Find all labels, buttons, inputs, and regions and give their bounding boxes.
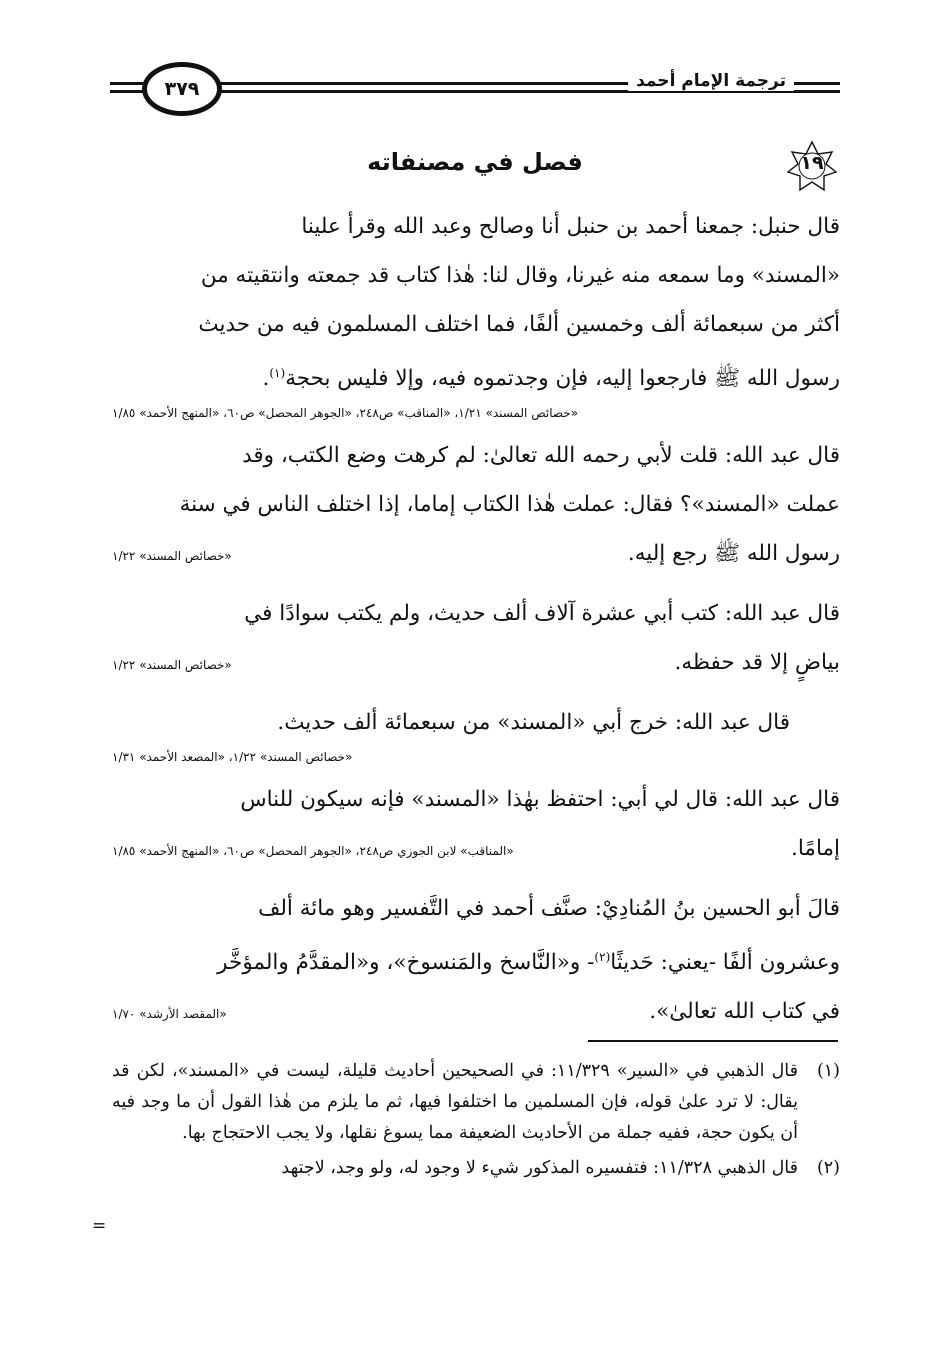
section-title: فصل في مصنفاته — [367, 148, 583, 176]
page-number: ٣٧٩ — [142, 62, 222, 116]
source-reference: «المقصد الأرشد» ١/٧٠ — [112, 1007, 227, 1022]
footnote-text: قال الذهبي ١١/٣٢٨: فتفسيره المذكور شيء لا وجود له، ولو وجد، لاجتهد — [281, 1158, 798, 1178]
main-text — [112, 202, 840, 1039]
section-heading — [110, 142, 840, 192]
footnote — [112, 1153, 840, 1184]
source-reference: «خصائص المسند» ١/٢٢، «المصعد الأحمد» ١/٣١ — [112, 750, 353, 765]
paragraph — [112, 884, 840, 1039]
paragraph — [112, 431, 840, 581]
text-line: قال حنبل: جمعنا أحمد بن حنبل أنا وصالح وعبد الله وقرأ علينا — [301, 214, 840, 239]
text-span: إمامًا. — [791, 836, 840, 862]
text-line — [112, 638, 840, 690]
section-number: ١٩ — [800, 152, 824, 174]
text-line — [112, 933, 840, 987]
source-reference: «خصائص المسند» ١/٢٢ — [112, 658, 232, 673]
text-line — [112, 824, 840, 876]
paragraph — [112, 775, 840, 876]
text-span: وعشرون ألفًا -يعني: حَديثًا — [610, 950, 840, 976]
text-span: رسول الله ﷺ رجع إليه. — [627, 541, 840, 567]
source-reference: «خصائص المسند» ١/٢٢ — [112, 549, 232, 564]
footnote-number: (٢) — [816, 1158, 840, 1178]
text-line: قال عبد الله: قال لي أبي: احتفظ بهٰذا «المسند» فإنه سيكون للناس — [240, 787, 840, 813]
text-line: قال عبد الله: كتب أبي عشرة آلاف ألف حديث، ولم يكتب سوادًا في — [244, 601, 840, 627]
text-line: قال عبد الله: خرج أبي «المسند» من سبعمائة ألف حديث. — [277, 710, 790, 736]
text-line: قالَ أبو الحسين بنُ المُنادِيْ: صنَّف أحمد في التَّفسير وهو مائة ألف — [258, 896, 840, 922]
text-line: أكثر من سبعمائة ألف وخمسين ألفًا، فما اختلف المسلمون فيه من حديث — [198, 312, 840, 337]
paragraph — [112, 698, 840, 747]
footnote-separator — [588, 1040, 838, 1042]
footnote-ref: (١) — [269, 366, 286, 380]
running-title: ترجمة الإمام أحمد — [628, 71, 794, 91]
text-line — [112, 987, 840, 1039]
text-line: «المسند» وما سمعه منه غيرنا، وقال لنا: هٰذا كتاب قد جمعته وانتقيته من — [200, 263, 840, 288]
text-line: عملت «المسند»؟ فقال: عملت هٰذا الكتاب إماما، إذا اختلف الناس في سنة — [179, 492, 840, 518]
continuation-mark: = — [92, 1216, 107, 1236]
paragraph — [112, 589, 840, 690]
text-span: بياضٍ إلا قد حفظه. — [674, 650, 840, 676]
text-span: في كتاب الله تعالىٰ». — [649, 999, 840, 1025]
text-line — [112, 529, 840, 581]
footnote-text: قال الذهبي في «السير» ١١/٣٢٩: في الصحيحين أحاديث قليلة، ليست في «المسند»، لكن قد يقال: لا ترد علىٰ قوله، فإن المسلمين ما اختلفوا فيها، ثم ما يلزم من هٰذا القول أن ما وجد فيه أن يكون حجة، ففيه جملة من الأحاديث الضعيفة مما يسوغ نقلها، ولا يجب الاحتجاج بها. — [112, 1061, 799, 1143]
text-span: رسول الله ﷺ فارجعوا إليه، فإن وجدتموه فيه، وإلا فليس بحجة — [285, 366, 840, 392]
paragraph — [112, 202, 840, 403]
source-reference: «خصائص المسند» ١/٢١، «المناقب» ص٢٤٨، «الجوهر المحصل» ص٦٠، «المنهج الأحمد» ١/٨٥ — [112, 406, 579, 421]
text-line: رسول الله ﷺ فارجعوا إليه، فإن وجدتموه فيه، وإلا فليس بحجة$^{(١)}$. — [262, 366, 840, 392]
footnote — [112, 1056, 840, 1149]
footnotes — [112, 1056, 840, 1188]
footnote-ref: (٢) — [594, 950, 611, 965]
source-reference: «المناقب» لابن الجوزي ص٢٤٨، «الجوهر المحصل» ص٦٠، «المنهج الأحمد» ١/٨٥ — [112, 844, 514, 859]
text-span: - و«النَّاسخ والمَنسوخ»، و«المقدَّمُ والمؤخَّر — [217, 950, 595, 976]
running-header — [110, 62, 840, 132]
footnote-number: (١) — [816, 1061, 840, 1081]
text-line: قال عبد الله: قلت لأبي رحمه الله تعالىٰ: لم كرهت وضع الكتب، وقد — [242, 443, 840, 469]
